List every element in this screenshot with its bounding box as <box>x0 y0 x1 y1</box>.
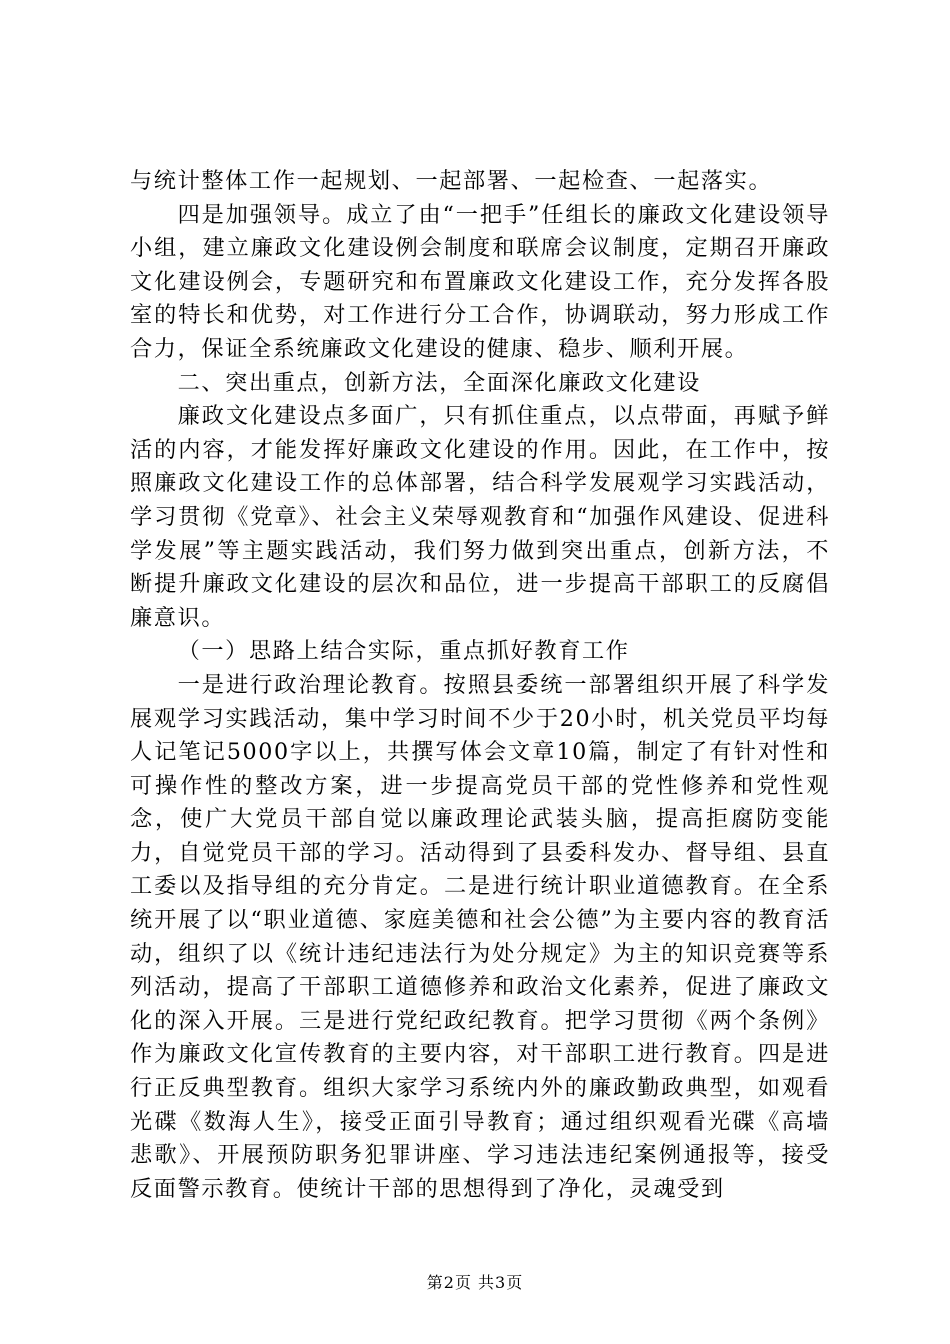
paragraph-3: 廉政文化建设点多面广，只有抓住重点，以点带面，再赋予鲜活的内容，才能发挥好廉政文化建设的作用。因此，在工作中，按照廉政文化建设工作的总体部署，结合科学发展观学习实践活动，学习贯彻《党章》、社会主义荣辱观教育和“加强作风建设、促进科学发展”等主题实践活动，我们努力做到突出重点，创新方法，不断提升廉政文化建设的层次和品位，进一步提高干部职工的反腐倡廉意识。 <box>130 403 830 631</box>
paragraph-1: 与统计整体工作一起规划、一起部署、一起检查、一起落实。 <box>130 168 773 194</box>
paragraph-2: 四是加强领导。成立了由“一把手”任组长的廉政文化建设领导小组，建立廉政文化建设例会制度和联席会议制度，定期召开廉政文化建设例会，专题研究和布置廉政文化建设工作，充分发挥各股室的特长和优势，对工作进行分工合作，协调联动，努力形成工作合力，保证全系统廉政文化建设的健康、稳步、顺利开展。 <box>130 201 830 362</box>
subsection-heading: （一）思路上结合实际，重点抓好教育工作 <box>177 638 630 665</box>
section-heading: 二、突出重点，创新方法，全面深化廉政文化建设 <box>177 369 701 396</box>
page-number-footer: 第2页 共3页 <box>426 1273 524 1292</box>
document-body <box>130 165 830 1206</box>
paragraph-4: 一是进行政治理论教育。按照县委统一部署组织开展了科学发展观学习实践活动，集中学习时间不少于20小时，机关党员平均每人记笔记5000字以上，共撰写体会文章10篇，制定了有针对性和可操作性的整改方案，进一步提高党员干部的党性修养和党性观念，使广大党员干部自觉以廉政理论武装头脑，提高拒腐防变能力，自觉党员干部的学习。活动得到了县委科发办、督导组、县直工委以及指导组的充分肯定。二是进行统计职业道德教育。在全系统开展了以“职业道德、家庭美德和社会公德”为主要内容的教育活动，组织了以《统计违纪违法行为处分规定》为主的知识竞赛等系列活动，提高了干部职工道德修养和政治文化素养，促进了廉政文化的深入开展。三是进行党纪政纪教育。把学习贯彻《两个条例》作为廉政文化宣传教育的主要内容，对干部职工进行教育。四是进行正反典型教育。组织大家学习系统内外的廉政勤政典型，如观看光碟《数海人生》，接受正面引导教育；通过组织观看光碟《高墙悲歌》、开展预防职务犯罪讲座、学习违法违纪案例通报等，接受反面警示教育。使统计干部的思想得到了净化，灵魂受到 <box>130 671 830 1202</box>
